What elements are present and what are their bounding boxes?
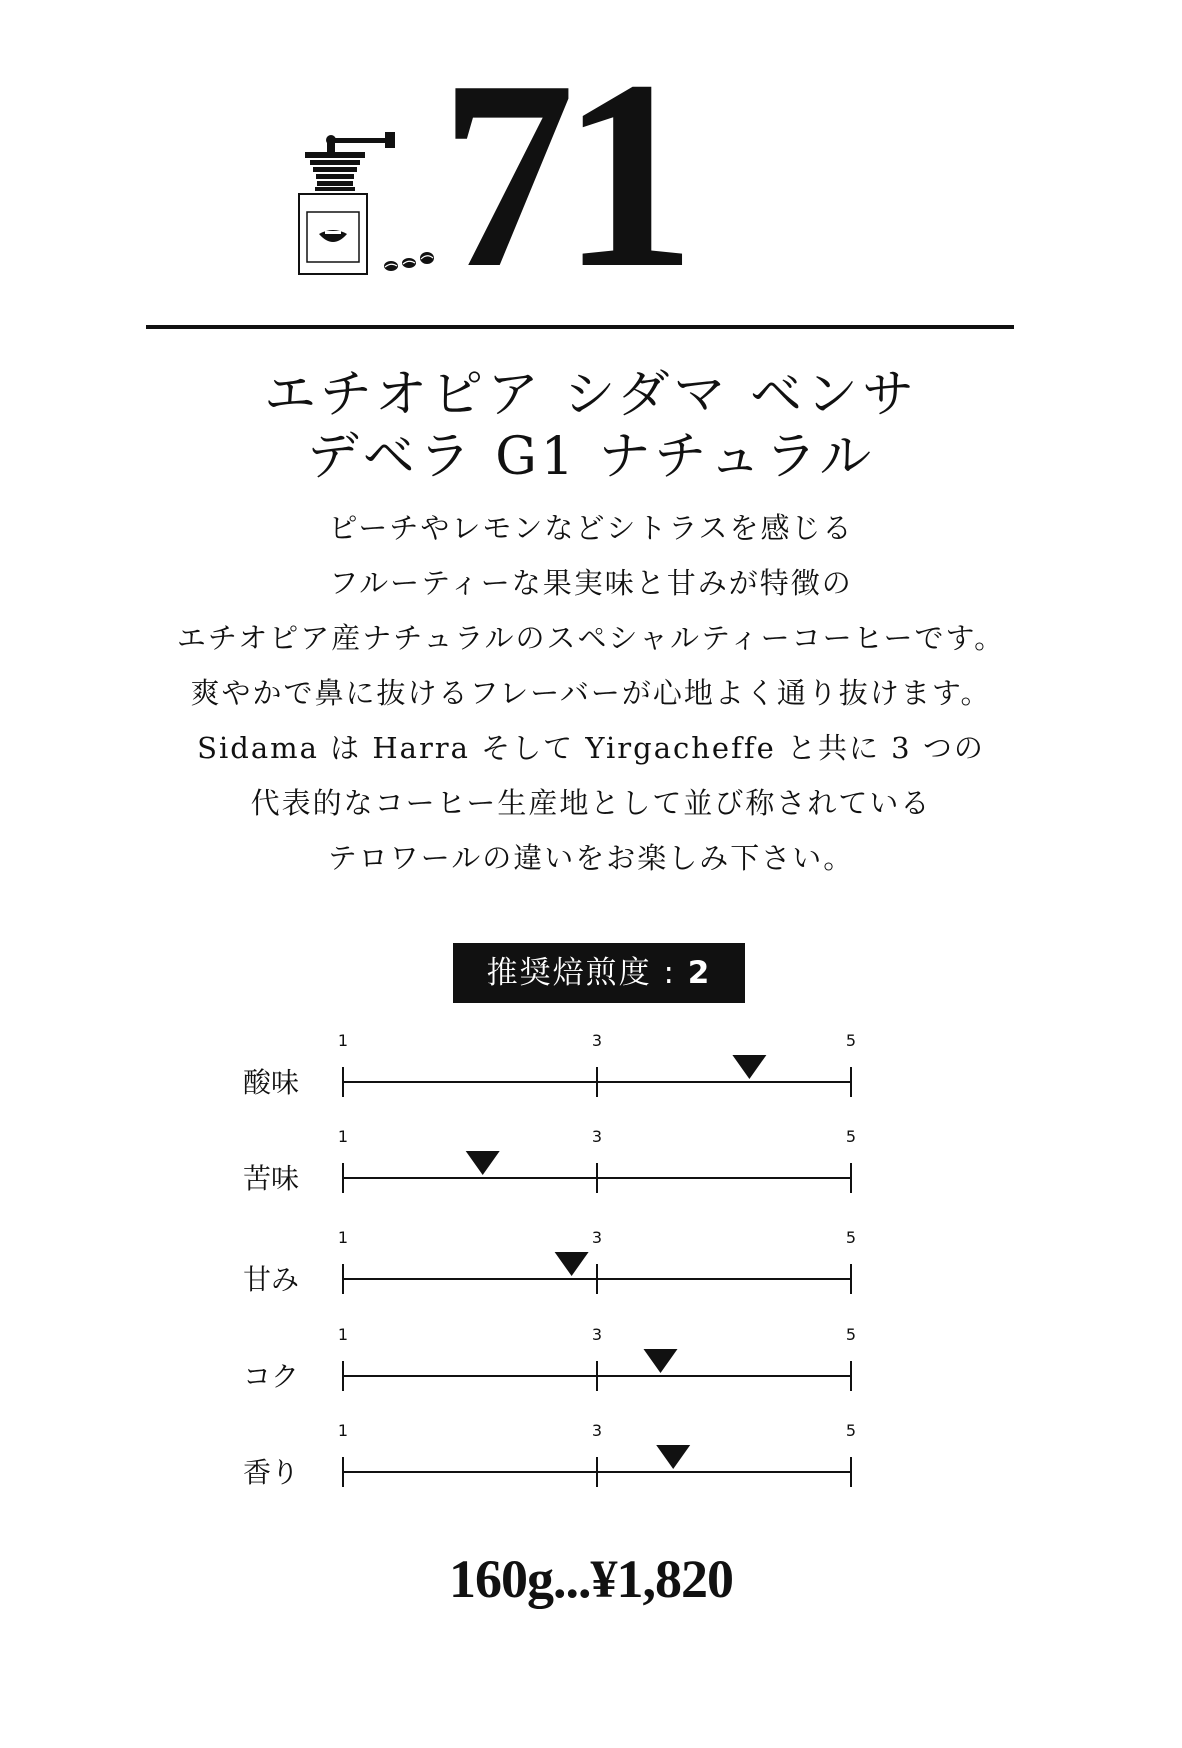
tick-label: 5 <box>845 1325 857 1344</box>
description-line: ピーチやレモンなどシトラスを感じる <box>328 511 854 545</box>
description-line: エチオピア産ナチュラルのスペシャルティーコーヒーです。 <box>176 621 1006 655</box>
tick-label: 1 <box>337 1031 349 1050</box>
tick-label: 1 <box>337 1127 349 1146</box>
scale-marker <box>656 1445 690 1469</box>
tick-label: 1 <box>337 1421 349 1440</box>
scale-marker <box>644 1349 678 1373</box>
tick-label: 3 <box>591 1325 603 1344</box>
description-line: Sidama は Harra そして Yirgacheffe と共に 3 つの <box>197 731 985 765</box>
scale-label: 苦味 <box>243 1162 300 1195</box>
tick-label: 3 <box>591 1421 603 1440</box>
tick-label: 5 <box>845 1031 857 1050</box>
scale-marker <box>466 1151 500 1175</box>
tick-label: 5 <box>845 1127 857 1146</box>
tick-label: 5 <box>845 1421 857 1440</box>
scale-label: 甘み <box>243 1263 300 1296</box>
description-line: 代表的なコーヒー生産地として並び称されている <box>250 786 932 820</box>
tick-label: 1 <box>337 1325 349 1344</box>
roast-level-label: 推奨焙煎度 : <box>486 955 688 991</box>
tick-label: 3 <box>591 1031 603 1050</box>
scale-label: コク <box>243 1360 300 1393</box>
tick-label: 1 <box>337 1228 349 1247</box>
price: 160g...¥1,820 <box>449 1549 733 1609</box>
tick-label: 3 <box>591 1228 603 1247</box>
scale-marker <box>555 1252 589 1276</box>
tick-label: 5 <box>845 1228 857 1247</box>
description-line: フルーティーな果実味と甘みが特徴の <box>329 566 853 600</box>
tick-label: 3 <box>591 1127 603 1146</box>
scale-label: 香り <box>243 1456 300 1489</box>
description-line: 爽やかで鼻に抜けるフレーバーが心地よく通り抜けます。 <box>190 676 992 710</box>
description-line: テロワールの違いをお楽しみ下さい。 <box>327 841 855 875</box>
product-title-line-1: エチオピア シダマ ベンサ <box>264 365 918 425</box>
scale-marker <box>732 1055 766 1079</box>
roast-level-value: 2 <box>687 955 712 991</box>
product-number: 71 <box>440 25 682 324</box>
scale-label: 酸味 <box>243 1066 300 1099</box>
product-title-line-2: デベラ G1 ナチュラル <box>306 427 876 487</box>
